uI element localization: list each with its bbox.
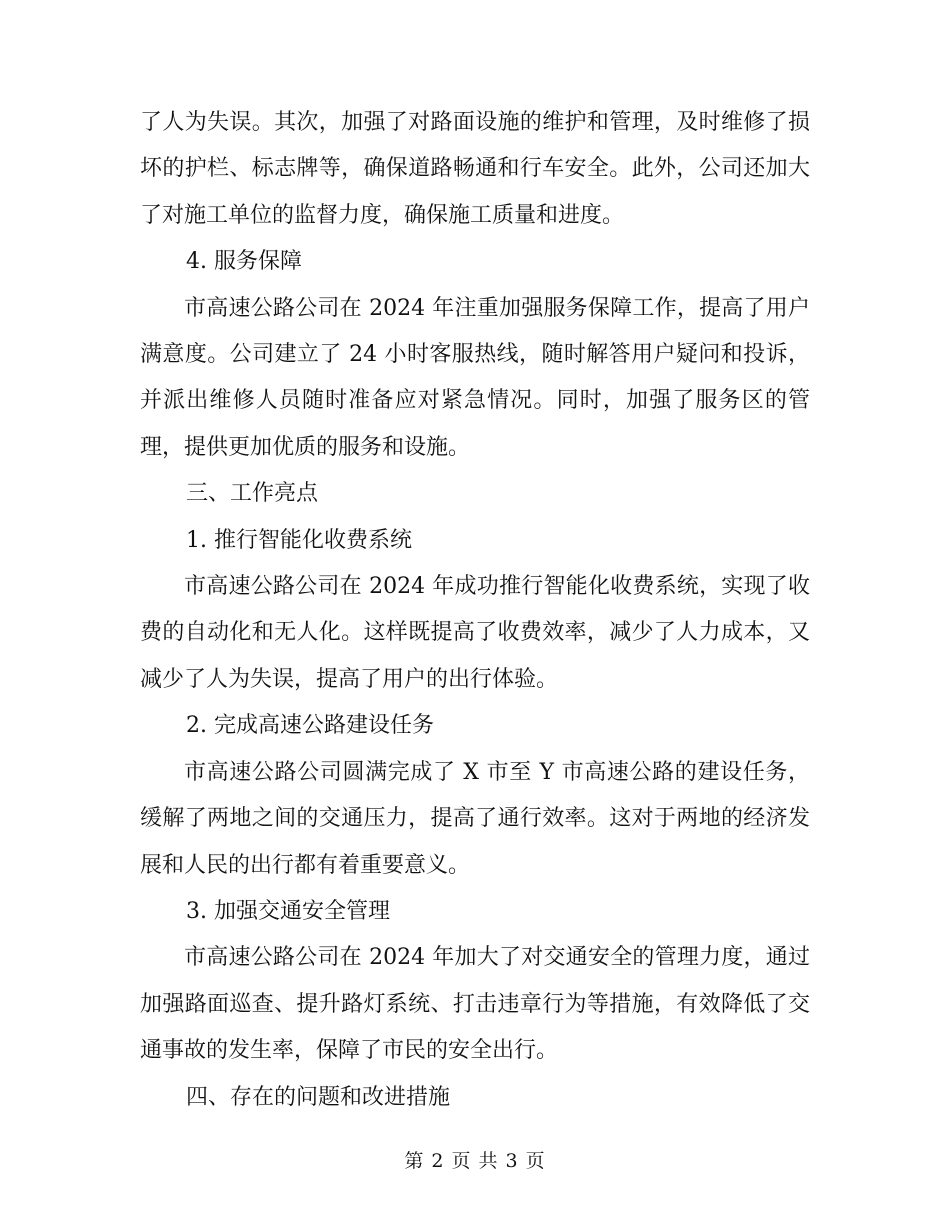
paragraph-construction: 市高速公路公司圆满完成了 X 市至 Y 市高速公路的建设任务，缓解了两地之间的交通压力，提高了通行效率。这对于两地的经济发展和人民的出行都有着重要意义。 [140, 759, 810, 878]
paragraph-smart-toll: 市高速公路公司在 2024 年成功推行智能化收费系统，实现了收费的自动化和无人化。这样既提高了收费效率，减少了人力成本，又减少了人为失误，提高了用户的出行体验。 [140, 574, 810, 692]
section-heading-safety: 3. 加强交通安全管理 [186, 898, 390, 924]
paragraph-safety: 市高速公路公司在 2024 年加大了对交通安全的管理力度，通过加强路面巡查、提升路灯系统、打击违章行为等措施，有效降低了交通事故的发生率，保障了市民的安全出行。 [140, 945, 810, 1064]
section-heading-smart-toll: 1. 推行智能化收费系统 [186, 527, 412, 553]
section-heading-construction: 2. 完成高速公路建设任务 [186, 713, 434, 739]
section-heading-highlights: 三、工作亮点 [186, 481, 319, 507]
section-heading-problems: 四、存在的问题和改进措施 [186, 1084, 451, 1110]
paragraph-service: 市高速公路公司在 2024 年注重加强服务保障工作，提高了用户满意度。公司建立了 24 小时客服热线，随时解答用户疑问和投诉，并派出维修人员随时准备应对紧急情况。同时，加强了服务区的管理，提供更加优质的服务和设施。 [140, 295, 810, 460]
document-body [140, 100, 810, 1121]
paragraph-continued: 了人为失误。其次，加强了对路面设施的维护和管理，及时维修了损坏的护栏、标志牌等，确保道路畅通和行车安全。此外，公司还加大了对施工单位的监督力度，确保施工质量和进度。 [140, 110, 810, 228]
page-number-footer: 第 2 页 共 3 页 [404, 1150, 546, 1172]
section-heading-service: 4. 服务保障 [186, 249, 302, 275]
